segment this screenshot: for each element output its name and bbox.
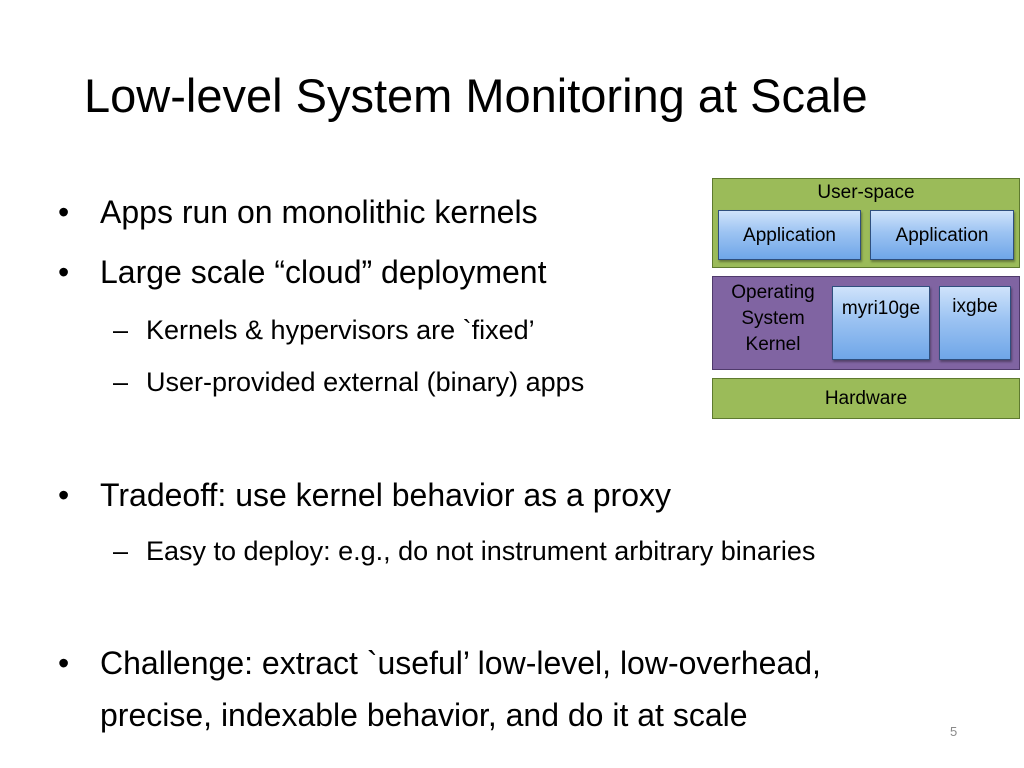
sub-bullet-text: Easy to deploy: e.g., do not instrument arbitrary binaries bbox=[146, 536, 816, 566]
user-space-label: User-space bbox=[817, 182, 915, 203]
hardware-layer: Hardware bbox=[712, 378, 1020, 419]
bullet-marker: • bbox=[58, 645, 70, 681]
bullet-marker: • bbox=[58, 254, 70, 290]
bullet-text: Large scale “cloud” deployment bbox=[100, 254, 547, 290]
kernel-label-line: Operating bbox=[731, 282, 815, 303]
driver-myri10ge-box: myri10ge bbox=[832, 286, 930, 360]
bullet-text: Tradeoff: use kernel behavior as a proxy bbox=[100, 477, 671, 513]
driver-ixgbe-box: ixgbe bbox=[939, 286, 1011, 360]
application-box: Application bbox=[870, 210, 1014, 260]
bullet-text: precise, indexable behavior, and do it at scale bbox=[100, 697, 748, 733]
sub-bullet-marker: – bbox=[113, 315, 129, 345]
bullet-marker: • bbox=[58, 477, 70, 513]
bullet-text: Apps run on monolithic kernels bbox=[100, 194, 538, 230]
kernel-label-line: Kernel bbox=[745, 334, 801, 355]
sub-bullet-marker: – bbox=[113, 367, 129, 397]
kernel-label bbox=[716, 280, 830, 358]
bullet-text: Challenge: extract `useful’ low-level, low-overhead, bbox=[100, 645, 821, 681]
sub-bullet-text: Kernels & hypervisors are `fixed’ bbox=[146, 315, 535, 345]
kernel-label-line: System bbox=[741, 308, 805, 329]
sub-bullet-marker: – bbox=[113, 536, 129, 566]
slide-title: Low-level System Monitoring at Scale bbox=[84, 69, 868, 122]
bullet-marker: • bbox=[58, 194, 70, 230]
application-box: Application bbox=[718, 210, 861, 260]
sub-bullet-text: User-provided external (binary) apps bbox=[146, 367, 585, 397]
page-number: 5 bbox=[950, 724, 958, 739]
